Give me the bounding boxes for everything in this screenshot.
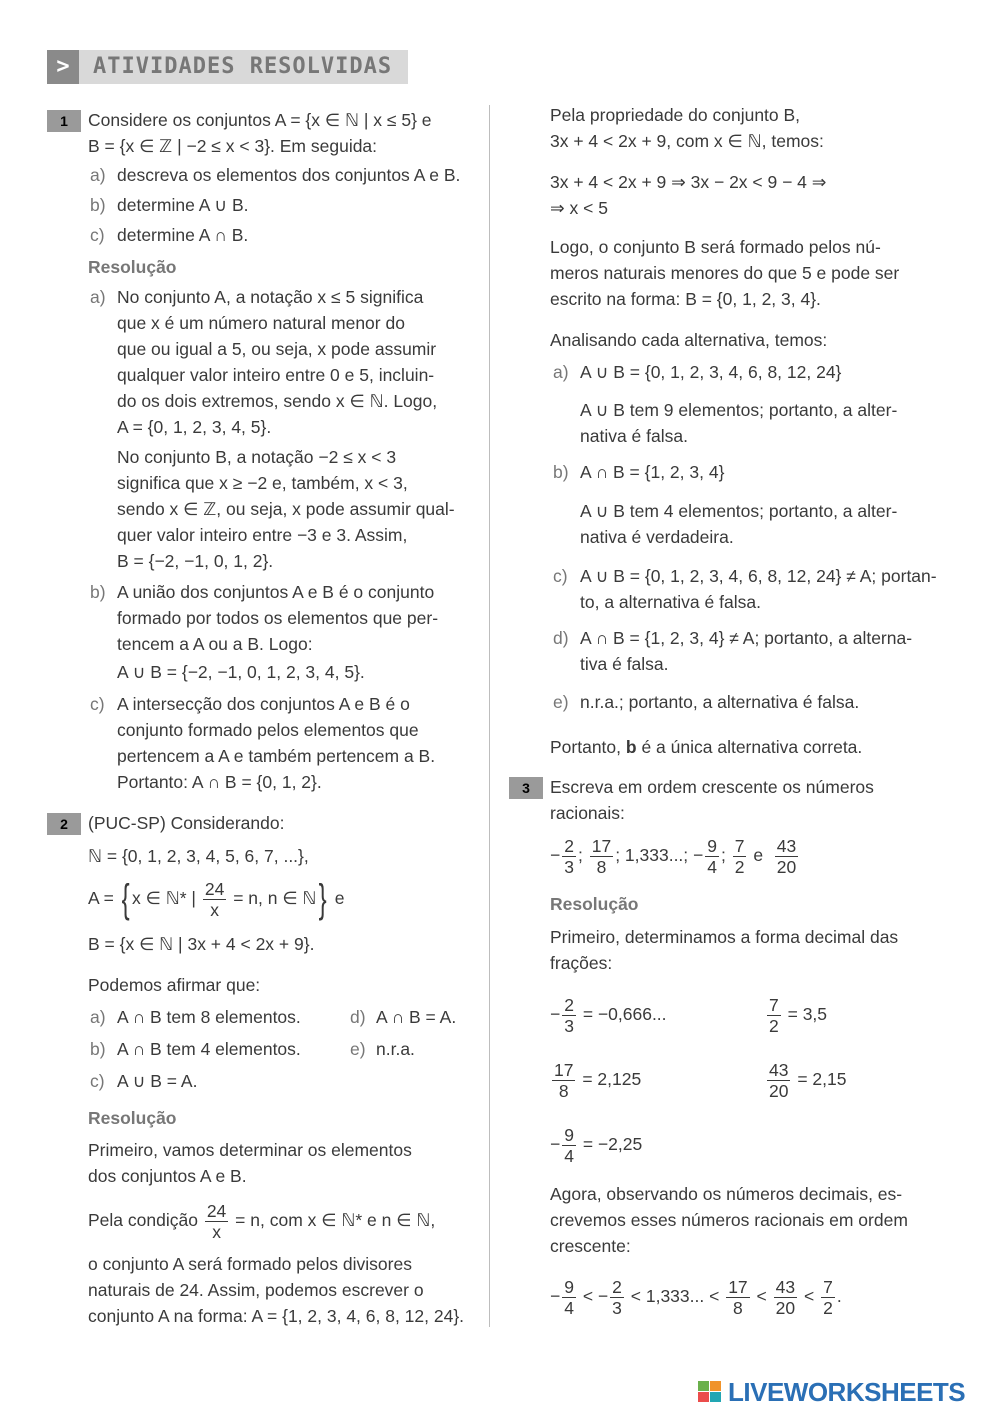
denominator: 8 — [558, 1080, 569, 1101]
numerator: 17 — [728, 1276, 748, 1297]
math-text: . — [836, 1286, 842, 1306]
fraction — [610, 1277, 624, 1318]
ex3-decimal-5 — [550, 1122, 642, 1166]
fraction — [767, 995, 781, 1036]
option-label: c) — [90, 225, 105, 245]
numerator: 17 — [554, 1059, 574, 1080]
ex3-decimal-2 — [765, 992, 827, 1036]
fraction — [562, 1125, 576, 1166]
ex2-resolution-line: Logo, o conjunto B será formado pelos nú- — [550, 237, 881, 257]
math-text: ; — [577, 845, 583, 865]
ex2-resolution-line: Primeiro, vamos determinar os elementos — [88, 1140, 412, 1160]
correct-option: b — [625, 737, 637, 757]
resolution-heading: Resolução — [550, 894, 639, 914]
ex1-resolution-line: No conjunto A, a notação x ≤ 5 significa — [117, 287, 424, 307]
denominator: x — [212, 1221, 221, 1242]
ex2-A-definition — [88, 876, 344, 920]
ex1-resolution-line: do os dois extremos, sendo x ∈ ℕ. Logo, — [117, 391, 438, 411]
ex3-ordered-list — [550, 1274, 842, 1318]
ex3-resolution-line: Agora, observando os números decimais, es- — [550, 1184, 903, 1204]
fraction — [562, 1277, 576, 1318]
ex1-resolution-line: qualquer valor inteiro entre 0 e 5, incluin- — [117, 365, 435, 385]
option-label: d) — [553, 628, 569, 648]
ex3-resolution-line: crescente: — [550, 1236, 631, 1256]
fraction — [203, 879, 226, 920]
math-text: < − — [582, 1286, 609, 1306]
denominator: 4 — [707, 856, 717, 877]
ex2-option-e: n.r.a. — [376, 1039, 415, 1059]
ex1-resolution-line: Portanto: A ∩ B = {0, 1, 2}. — [117, 772, 322, 792]
ex1-resolution-line: que ou igual a 5, ou seja, x pode assumir — [117, 339, 437, 359]
section-title: ATIVIDADES RESOLVIDAS — [93, 54, 393, 79]
math-text: e — [334, 888, 345, 908]
numerator: 43 — [776, 835, 797, 856]
numerator: 43 — [775, 1276, 796, 1297]
left-brace: { — [121, 877, 130, 922]
numerator: 24 — [204, 878, 225, 899]
ex3-decimal-3 — [550, 1057, 641, 1101]
numerator: 2 — [564, 994, 574, 1015]
math-text: − — [550, 1004, 561, 1024]
math-text: = 2,125 — [582, 1069, 642, 1089]
ex1-statement-line: Considere os conjuntos A = {x ∈ ℕ | x ≤ 5} e — [88, 110, 432, 130]
denominator: 3 — [612, 1297, 622, 1318]
ex1-resolution-line: A ∪ B = {−2, −1, 0, 1, 2, 3, 4, 5}. — [117, 662, 365, 682]
ex1-resolution-line: formado por todos os elementos que per- — [117, 608, 439, 628]
option-label: d) — [350, 1007, 366, 1027]
math-text: ; 1,333...; − — [615, 845, 704, 865]
ex2-analysis-b: nativa é verdadeira. — [580, 527, 734, 547]
numerator: 7 — [734, 835, 745, 856]
fraction — [562, 836, 576, 877]
ex1-resolution-line: que x é um número natural menor do — [117, 313, 405, 333]
fraction — [590, 836, 613, 877]
ex2-analysis-a: A ∪ B = {0, 1, 2, 3, 4, 6, 8, 12, 24} — [580, 362, 842, 382]
conclusion-text: é a única alternativa correta. — [636, 737, 863, 757]
denominator: x — [210, 899, 219, 920]
numerator: 43 — [769, 1059, 789, 1080]
liveworksheets-watermark[interactable] — [698, 1378, 994, 1406]
ex2-option-b: A ∩ B tem 4 elementos. — [117, 1039, 301, 1059]
numerator: 24 — [206, 1200, 227, 1221]
ex1-resolution-line: No conjunto B, a notação −2 ≤ x < 3 — [117, 447, 397, 467]
denominator: 20 — [769, 1080, 789, 1101]
exercise-number-1: 1 — [47, 110, 81, 132]
fraction — [733, 836, 747, 877]
option-label: e) — [350, 1039, 366, 1059]
fraction — [705, 836, 719, 877]
math-text: e — [753, 845, 764, 865]
ex2-analysis-d: A ∩ B = {1, 2, 3, 4} ≠ A; portanto, a alterna- — [580, 628, 913, 648]
option-label: c) — [90, 1071, 105, 1091]
numerator: 17 — [591, 835, 612, 856]
ex2-resolution-line: naturais de 24. Assim, podemos escrever o — [88, 1280, 424, 1300]
ex2-analysis-e: n.r.a.; portanto, a alternativa é falsa. — [580, 692, 860, 712]
ex1-item-c: determine A ∩ B. — [117, 225, 249, 245]
fraction — [552, 1060, 575, 1101]
ex1-resolution-line: A intersecção dos conjuntos A e B é o — [117, 694, 410, 714]
math-text: < — [756, 1286, 767, 1306]
ex3-resolution-line: crevemos esses números racionais em ordem — [550, 1210, 908, 1230]
watermark-text: LIVEWORKSHEETS — [728, 1377, 966, 1407]
ex3-resolution-line: Primeiro, determinamos a forma decimal das — [550, 927, 899, 947]
math-text: = 2,15 — [797, 1069, 847, 1089]
numerator: 2 — [564, 835, 574, 856]
conclusion-text: Portanto, — [550, 737, 626, 757]
ex2-analysis-b: A ∩ B = {1, 2, 3, 4} — [580, 462, 725, 482]
math-text: = n, n ∈ ℕ — [233, 888, 317, 908]
fraction — [821, 1277, 835, 1318]
ex2-analysis-c: A ∪ B = {0, 1, 2, 3, 4, 6, 8, 12, 24} ≠ A; portan- — [580, 566, 937, 586]
ex2-resolution-line: Analisando cada alternativa, temos: — [550, 330, 828, 350]
ex1-resolution-line: A união dos conjuntos A e B é o conjunto — [117, 582, 435, 602]
option-label: a) — [90, 287, 106, 307]
ex2-option-c: A ∪ B = A. — [117, 1071, 198, 1091]
ex2-analysis-b: A ∪ B tem 4 elementos; portanto, a alter- — [580, 501, 898, 521]
numerator: 7 — [823, 1276, 833, 1297]
ex2-analysis-a: nativa é falsa. — [580, 426, 688, 446]
ex2-resolution-line: Pela propriedade do conjunto B, — [550, 105, 801, 125]
ex2-resolution-line: conjunto A na forma: A = {1, 2, 3, 4, 6, 8, 12, 24}. — [88, 1306, 465, 1326]
denominator: 2 — [769, 1015, 779, 1036]
ex2-resolution-line: o conjunto A será formado pelos divisores — [88, 1254, 412, 1274]
ex2-resolution-line: ⇒ x < 5 — [550, 198, 608, 218]
ex2-analysis-a: A ∪ B tem 9 elementos; portanto, a alter- — [580, 400, 898, 420]
ex1-resolution-line: tencem a A ou a B. Logo: — [117, 634, 313, 654]
ex2-resolution-line: 3x + 4 < 2x + 9 ⇒ 3x − 2x < 9 − 4 ⇒ — [550, 172, 827, 192]
numerator: 9 — [564, 1276, 574, 1297]
numerator: 9 — [707, 835, 717, 856]
right-brace: } — [319, 877, 328, 922]
ex2-analysis-d: tiva é falsa. — [580, 654, 669, 674]
fraction — [726, 1277, 749, 1318]
fraction — [775, 836, 798, 877]
option-label: b) — [90, 195, 106, 215]
ex2-analysis-c: to, a alternativa é falsa. — [580, 592, 761, 612]
ex2-resolution-line: escrito na forma: B = {0, 1, 2, 3, 4}. — [550, 289, 821, 309]
exercise-number-2: 2 — [47, 813, 81, 835]
ex2-question: Podemos afirmar que: — [88, 975, 261, 995]
ex2-source: (PUC-SP) Considerando: — [88, 813, 285, 833]
denominator: 8 — [733, 1297, 743, 1318]
resolution-heading: Resolução — [88, 1108, 177, 1128]
option-label: a) — [90, 1007, 106, 1027]
ex1-item-a: descreva os elementos dos conjuntos A e B. — [117, 165, 461, 185]
ex1-resolution-line: conjunto formado pelos elementos que — [117, 720, 419, 740]
ex1-resolution-line: sendo x ∈ ℤ, ou seja, x pode assumir qual- — [117, 499, 455, 519]
ex2-condition — [88, 1198, 435, 1242]
numerator: 2 — [612, 1276, 622, 1297]
option-label: b) — [90, 1039, 106, 1059]
numerator: 9 — [564, 1124, 574, 1145]
ex3-number-list — [550, 833, 800, 877]
ex1-item-b: determine A ∪ B. — [117, 195, 249, 215]
math-text: = n, com x ∈ ℕ* e n ∈ ℕ, — [235, 1210, 436, 1230]
denominator: 4 — [564, 1297, 574, 1318]
chevron-right-icon: > — [47, 50, 79, 84]
math-text: − — [550, 1134, 561, 1154]
ex2-conclusion — [550, 735, 862, 759]
fraction — [774, 1277, 797, 1318]
option-label: c) — [90, 694, 105, 714]
ex2-option-d: A ∩ B = A. — [376, 1007, 457, 1027]
math-text: ; — [720, 845, 726, 865]
ex1-resolution-line: B = {−2, −1, 0, 1, 2}. — [117, 551, 274, 571]
ex2-resolution-line: dos conjuntos A e B. — [88, 1166, 247, 1186]
math-text: < 1,333... < — [630, 1286, 720, 1306]
numerator: 7 — [769, 994, 779, 1015]
denominator: 2 — [734, 856, 745, 877]
section-header — [47, 50, 408, 84]
denominator: 3 — [564, 856, 574, 877]
ex3-statement-line: Escreva em ordem crescente os números — [550, 777, 874, 797]
option-label: c) — [553, 566, 568, 586]
fraction — [562, 995, 576, 1036]
ex3-statement-line: racionais: — [550, 803, 625, 823]
math-text: = 3,5 — [787, 1004, 828, 1024]
ex2-option-a: A ∩ B tem 8 elementos. — [117, 1007, 301, 1027]
fraction — [205, 1201, 228, 1242]
denominator: 20 — [775, 1297, 796, 1318]
denominator: 4 — [564, 1145, 574, 1166]
math-text: = −0,666... — [582, 1004, 667, 1024]
ex2-resolution-line: meros naturais menores do que 5 e pode ser — [550, 263, 900, 283]
liveworksheets-logo-icon — [698, 1381, 722, 1403]
fraction — [767, 1060, 790, 1101]
ex3-decimal-1 — [550, 992, 667, 1036]
ex1-resolution-line: quer valor inteiro entre −3 e 3. Assim, — [117, 525, 408, 545]
ex2-resolution-line: 3x + 4 < 2x + 9, com x ∈ ℕ, temos: — [550, 131, 824, 151]
math-text: x ∈ ℕ* | — [132, 888, 196, 908]
ex3-decimal-4 — [765, 1057, 847, 1101]
ex1-resolution-line: significa que x ≥ −2 e, também, x < 3, — [117, 473, 408, 493]
ex2-N-definition: ℕ = {0, 1, 2, 3, 4, 5, 6, 7, ...}, — [88, 846, 309, 866]
resolution-heading: Resolução — [88, 257, 177, 277]
denominator: 20 — [776, 856, 797, 877]
option-label: a) — [90, 165, 106, 185]
ex1-statement-line: B = {x ∈ ℤ | −2 ≤ x < 3}. Em seguida: — [88, 136, 378, 156]
denominator: 2 — [823, 1297, 833, 1318]
denominator: 8 — [596, 856, 607, 877]
ex3-resolution-line: frações: — [550, 953, 613, 973]
denominator: 3 — [564, 1015, 574, 1036]
option-label: e) — [553, 692, 569, 712]
ex2-B-definition: B = {x ∈ ℕ | 3x + 4 < 2x + 9}. — [88, 934, 315, 954]
math-text: − — [550, 1286, 561, 1306]
column-divider — [489, 105, 490, 1327]
math-text: < — [803, 1286, 815, 1306]
math-text: A = — [88, 888, 119, 908]
math-text: = −2,25 — [582, 1134, 643, 1154]
option-label: b) — [553, 462, 569, 482]
ex1-resolution-line: A = {0, 1, 2, 3, 4, 5}. — [117, 417, 272, 437]
ex1-resolution-line: pertencem a A e também pertencem a B. — [117, 746, 436, 766]
option-label: b) — [90, 582, 106, 602]
exercise-number-3: 3 — [509, 777, 543, 799]
option-label: a) — [553, 362, 569, 382]
math-text: − — [550, 845, 561, 865]
math-text: Pela condição — [88, 1210, 198, 1230]
